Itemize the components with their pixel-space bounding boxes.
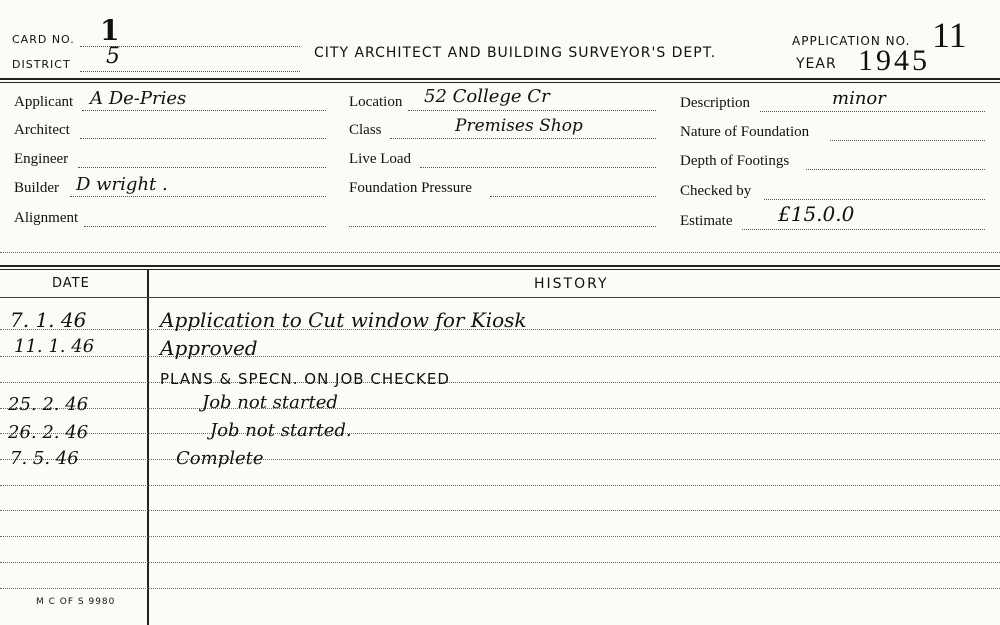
builder-line xyxy=(70,196,326,197)
class-label: Class xyxy=(349,122,382,138)
card-no-label: CARD NO. xyxy=(12,33,75,46)
history-row-stamp: PLANS & SPECN. ON JOB CHECKED xyxy=(160,370,450,388)
date-column-header: DATE xyxy=(52,276,90,291)
applicant-label: Applicant xyxy=(14,94,74,110)
location-value: 52 College Cr xyxy=(424,86,550,107)
description-label: Description xyxy=(680,95,750,111)
estimate-label: Estimate xyxy=(680,213,733,229)
ruled-line xyxy=(0,588,1000,589)
application-no-label: APPLICATION NO. xyxy=(792,34,911,48)
live-load-line xyxy=(420,167,656,168)
application-no-value: 11 xyxy=(932,15,967,55)
history-row-date: 11. 1. 46 xyxy=(14,336,95,357)
ruled-line xyxy=(0,485,1000,486)
foundation-pressure-label: Foundation Pressure xyxy=(349,180,472,196)
col2-extra-line xyxy=(349,226,656,227)
history-column-header: HISTORY xyxy=(534,276,609,292)
district-value: 5 xyxy=(106,44,120,69)
year-label: YEAR xyxy=(796,56,837,72)
header-top-rule xyxy=(0,78,1000,80)
depth-of-footings-label: Depth of Footings xyxy=(680,153,790,169)
history-row-date: 7. 1. 46 xyxy=(10,308,87,332)
engineer-line xyxy=(78,167,326,168)
history-row-date: 25. 2. 46 xyxy=(8,394,89,415)
ruled-line xyxy=(0,562,1000,563)
history-row-text: Approved xyxy=(160,336,258,360)
ruled-line xyxy=(0,408,1000,409)
description-value: minor xyxy=(832,88,886,109)
builder-label: Builder xyxy=(14,180,59,196)
card-no-value: 1 xyxy=(100,14,120,47)
column-divider xyxy=(147,270,149,625)
history-row-text: Application to Cut window for Kiosk xyxy=(160,308,527,332)
history-row-text: Job not started. xyxy=(210,420,352,441)
alignment-label: Alignment xyxy=(14,210,79,226)
fields-bottom-dotted-line xyxy=(0,252,1000,253)
ruled-line xyxy=(0,356,1000,357)
class-line xyxy=(390,138,656,139)
nature-of-foundation-line xyxy=(830,140,985,141)
ruled-line xyxy=(0,536,1000,537)
checked-by-line xyxy=(764,199,985,200)
depth-of-footings-line xyxy=(806,169,985,170)
history-row-text: Job not started xyxy=(202,392,338,413)
architect-label: Architect xyxy=(14,122,70,138)
ruled-line xyxy=(0,459,1000,460)
builder-value: D wright . xyxy=(76,174,168,195)
district-label: DISTRICT xyxy=(12,58,71,71)
architect-line xyxy=(80,138,326,139)
checked-by-label: Checked by xyxy=(680,183,752,199)
estimate-value: £15.0.0 xyxy=(778,202,855,226)
header-bottom-rule xyxy=(0,82,1000,83)
ruled-line xyxy=(0,510,1000,511)
applicant-line xyxy=(82,110,326,111)
nature-of-foundation-label: Nature of Foundation xyxy=(680,124,810,140)
alignment-line xyxy=(84,226,326,227)
district-line xyxy=(80,71,300,72)
estimate-line xyxy=(742,229,985,230)
engineer-label: Engineer xyxy=(14,151,69,167)
foundation-pressure-line xyxy=(490,196,656,197)
history-top-rule-2 xyxy=(0,269,1000,270)
ruled-line xyxy=(0,433,1000,434)
description-line xyxy=(760,111,985,112)
live-load-label: Live Load xyxy=(349,151,412,167)
form-code: M C OF S 9980 xyxy=(36,597,116,607)
year-value: 1945 xyxy=(858,44,930,77)
dept-title: CITY ARCHITECT AND BUILDING SURVEYOR'S DEPT. xyxy=(314,45,717,61)
class-value: Premises Shop xyxy=(455,116,583,136)
ruled-line xyxy=(0,297,1000,298)
ruled-line xyxy=(0,382,1000,383)
history-row-date: 7. 5. 46 xyxy=(10,448,79,469)
history-top-rule xyxy=(0,265,1000,267)
location-label: Location xyxy=(349,94,403,110)
history-row-date: 26. 2. 46 xyxy=(8,422,89,443)
location-line xyxy=(408,110,656,111)
applicant-value: A De-Pries xyxy=(90,88,187,109)
history-row-text: Complete xyxy=(176,448,264,469)
